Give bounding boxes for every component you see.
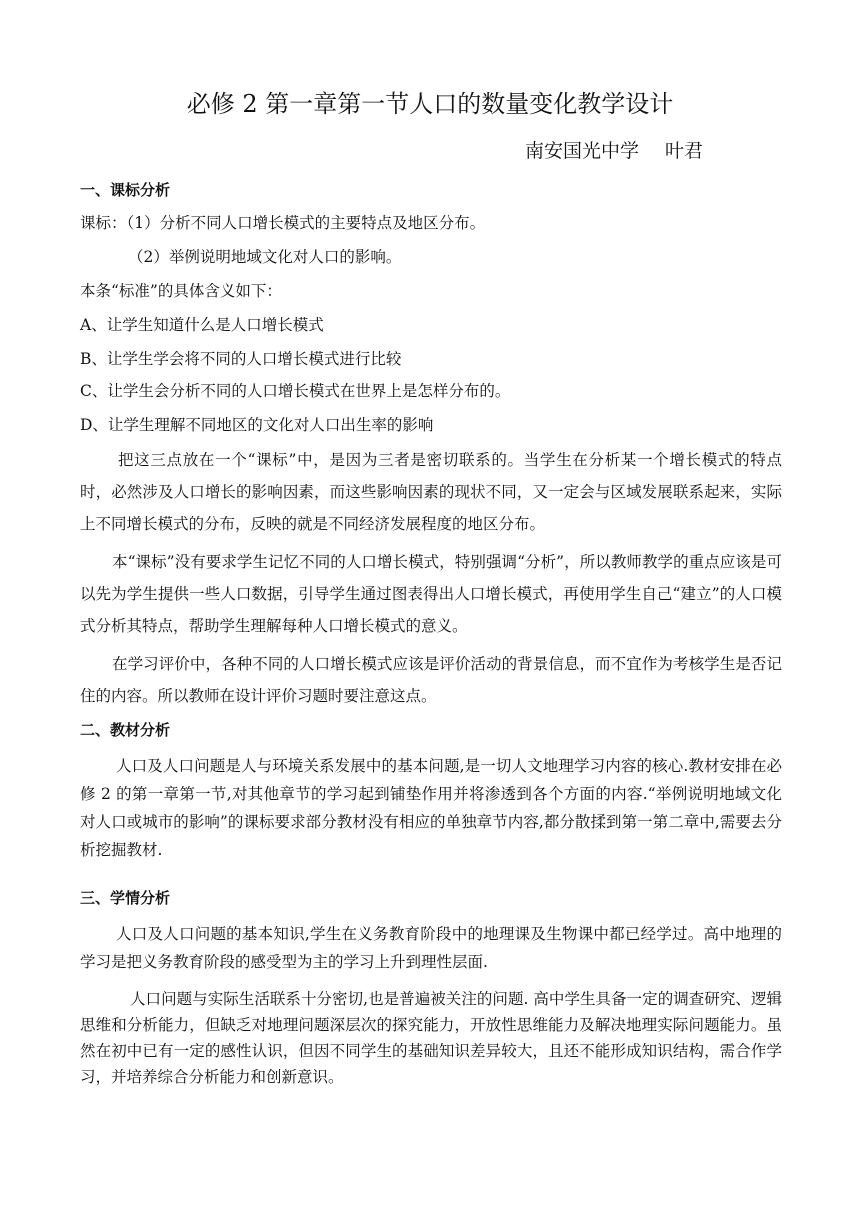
section-heading-learners: 三、学情分析 <box>80 889 171 907</box>
author-line <box>525 138 703 164</box>
standard-1: 课标：（1）分析不同人口增长模式的主要特点及地区分布。 <box>80 214 486 232</box>
list-item-a: A、让学生知道什么是人口增长模式 <box>80 316 324 334</box>
standard-2: （2）举例说明地域文化对人口的影响。 <box>128 248 402 266</box>
section-heading-curriculum: 一、课标分析 <box>80 181 171 199</box>
curriculum-paragraph-3: 在学习评价中，各种不同的人口增长模式应该是评价活动的背景信息，而不宜作为考核学生是否记住的内容。所以教师在设计评价习题时要注意这点。 <box>80 655 782 705</box>
learners-paragraph-2: 人口问题与实际生活联系十分密切,也是普遍被关注的问题. 高中学生具备一定的调查研究、逻辑思维和分析能力，但缺乏对地理问题深层次的探究能力，开放性思维能力及解决地理实际问题能力。虽然在初中已有一定的感性认识，但因不同学生的基础知识差异较大，且还不能形成知识结构，需合作学习，并培养综合分析能力和创新意识。 <box>80 990 782 1086</box>
list-item-c: C、让学生会分析不同的人口增长模式在世界上是怎样分布的。 <box>80 382 511 400</box>
list-item-d: D、让学生理解不同地区的文化对人口出生率的影响 <box>80 416 434 434</box>
document-title: 必修 2 第一章第一节人口的数量变化教学设计 <box>186 90 674 118</box>
section-heading-textbook: 二、教材分析 <box>80 721 171 739</box>
learners-paragraph-1: 人口及人口问题的基本知识,学生在义务教育阶段中的地理课及生物课中都已经学过。高中地理的学习是把义务教育阶段的感受型为主的学习上升到理性层面. <box>80 925 782 971</box>
meaning-intro: 本条“标准”的具体含义如下： <box>80 282 282 300</box>
curriculum-paragraph-2: 本“课标”没有要求学生记忆不同的人口增长模式，特别强调“分析”，所以教师教学的重点应该是可以先为学生提供一些人口数据，引导学生通过图表得出人口增长模式，再使用学生自己“建立”的人口模式分析其特点，帮助学生理解每种人口增长模式的意义。 <box>80 553 782 635</box>
curriculum-paragraph-1: 把这三点放在一个“课标”中，是因为三者是密切联系的。当学生在分析某一个增长模式的特点时，必然涉及人口增长的影响因素，而这些影响因素的现状不同，又一定会与区域发展联系起来，实际上不同增长模式的分布，反映的就是不同经济发展程度的地区分布。 <box>80 451 782 533</box>
list-item-b: B、让学生学会将不同的人口增长模式进行比较 <box>80 350 402 368</box>
author-school: 南安国光中学 <box>525 140 640 162</box>
author-name: 叶君 <box>665 140 704 162</box>
textbook-paragraph-1: 人口及人口问题是人与环境关系发展中的基本问题,是一切人文地理学习内容的核心.教材安排在必修 2 的第一章第一节,对其他章节的学习起到铺垫作用并将渗透到各个方面的内容.“举例说明地域文化对人口或城市的影响”的课标要求部分教材没有相应的单独章节内容,都分散揉到第一第二章中,需要去分析挖掘教材. <box>80 757 782 859</box>
